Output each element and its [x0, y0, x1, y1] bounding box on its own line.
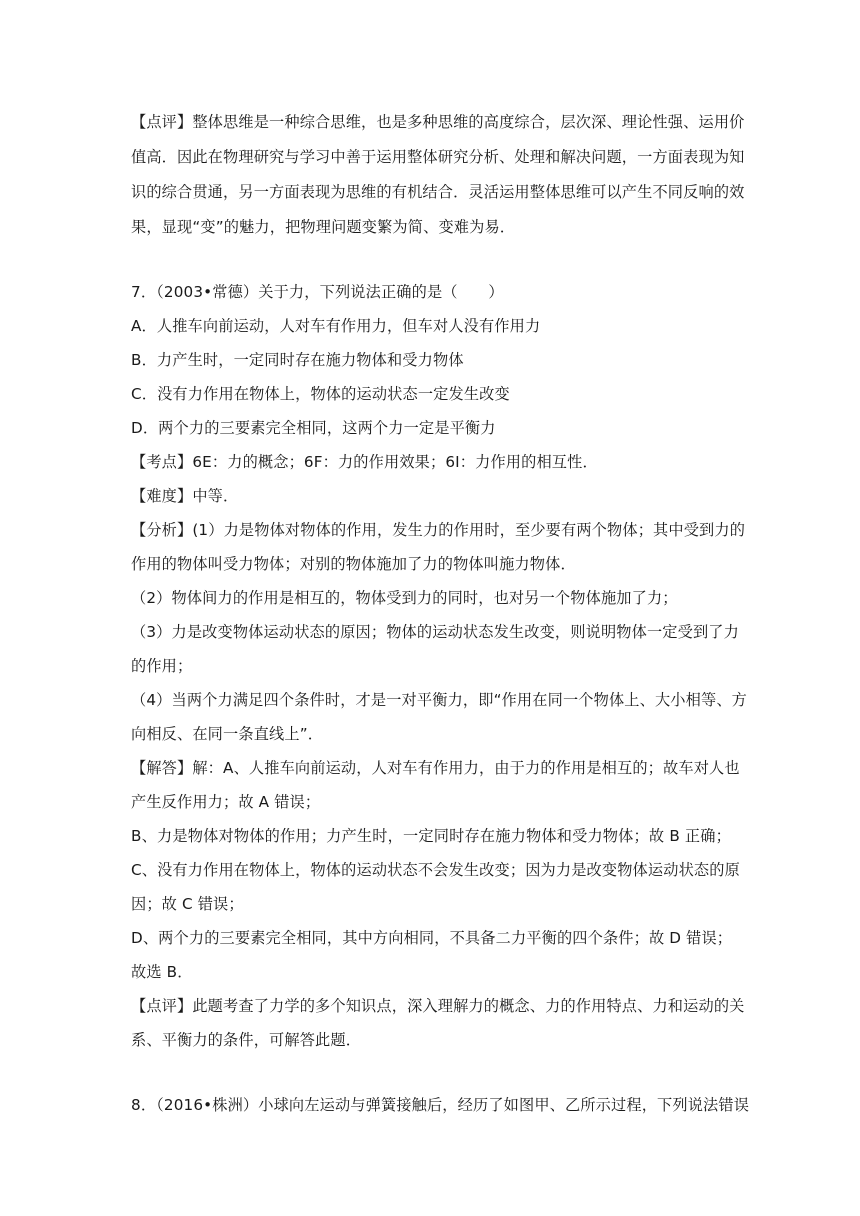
question-7-option-d: D．两个力的三要素完全相同，这两个力一定是平衡力 [131, 419, 496, 437]
question-7-option-b: B．力产生时，一定同时存在施力物体和受力物体 [131, 351, 464, 369]
question-7-answer: 故选 B． [131, 963, 193, 981]
question-7-kaodian: 【考点】6E：力的概念；6F：力的作用效果；6I：力作用的相互性． [131, 453, 598, 471]
question-7-jieda-a-line-2: 产生反作用力；故 A 错误； [131, 793, 321, 811]
question-8-stem: 8．（2016•株洲）小球向左运动与弹簧接触后，经历了如图甲、乙所示过程，下列说法错误 [131, 1096, 750, 1114]
question-7-stem: 7．（2003•常德）关于力，下列说法正确的是（ ） [131, 283, 504, 301]
question-7-fenxi-4-line-1: （4）当两个力满足四个条件时，才是一对平衡力，即“作用在同一个物体上、大小相等、方 [131, 691, 747, 709]
comment-6-line-2: 值高．因此在物理研究与学习中善于运用整体研究分析、处理和解决问题，一方面表现为知 [131, 148, 745, 166]
question-7-option-c: C．没有力作用在物体上，物体的运动状态一定发生改变 [131, 385, 510, 403]
question-7-option-a: A．人推车向前运动，人对车有作用力，但车对人没有作用力 [131, 317, 541, 335]
question-7-jieda-b: B、力是物体对物体的作用；力产生时，一定同时存在施力物体和受力物体；故 B 正确； [131, 827, 731, 845]
comment-6-line-3: 识的综合贯通，另一方面表现为思维的有机结合．灵活运用整体思维可以产生不同反响的效 [131, 183, 745, 201]
question-7-jieda-c-line-2: 因；故 C 错误； [131, 895, 244, 913]
question-7-fenxi-3-line-1: （3）力是改变物体运动状态的原因；物体的运动状态发生改变，则说明物体一定受到了力 [131, 623, 739, 641]
question-7-fenxi-3-line-2: 的作用； [131, 657, 193, 675]
question-7-dianping-line-2: 系、平衡力的条件，可解答此题． [131, 1031, 362, 1049]
comment-6-line-4: 果，显现“变”的魅力，把物理问题变繁为简、变难为易． [131, 218, 516, 236]
question-7-nandu: 【难度】中等． [131, 487, 239, 505]
question-7-fenxi-4-line-2: 向相反、在同一条直线上”． [131, 725, 324, 743]
question-7-fenxi-2: （2）物体间力的作用是相互的，物体受到力的同时，也对另一个物体施加了力； [131, 589, 678, 607]
question-7-jieda-a-line-1: 【解答】解：A、人推车向前运动，人对车有作用力，由于力的作用是相互的；故车对人也 [131, 759, 740, 777]
comment-6-line-1: 【点评】整体思维是一种综合思维，也是多种思维的高度综合，层次深、理论性强、运用价 [131, 113, 745, 131]
question-7-jieda-d: D、两个力的三要素完全相同，其中方向相同，不具备二力平衡的四个条件；故 D 错误； [131, 929, 733, 947]
question-7-jieda-c-line-1: C、没有力作用在物体上，物体的运动状态不会发生改变；因为力是改变物体运动状态的原 [131, 861, 740, 879]
question-7-dianping-line-1: 【点评】此题考查了力学的多个知识点，深入理解力的概念、力的作用特点、力和运动的关 [131, 997, 745, 1015]
question-7-fenxi-1-line-2: 作用的物体叫受力物体；对别的物体施加了力的物体叫施力物体． [131, 555, 576, 573]
question-7-fenxi-1-line-1: 【分析】(1）力是物体对物体的作用，发生力的作用时，至少要有两个物体；其中受到力的 [131, 521, 746, 539]
